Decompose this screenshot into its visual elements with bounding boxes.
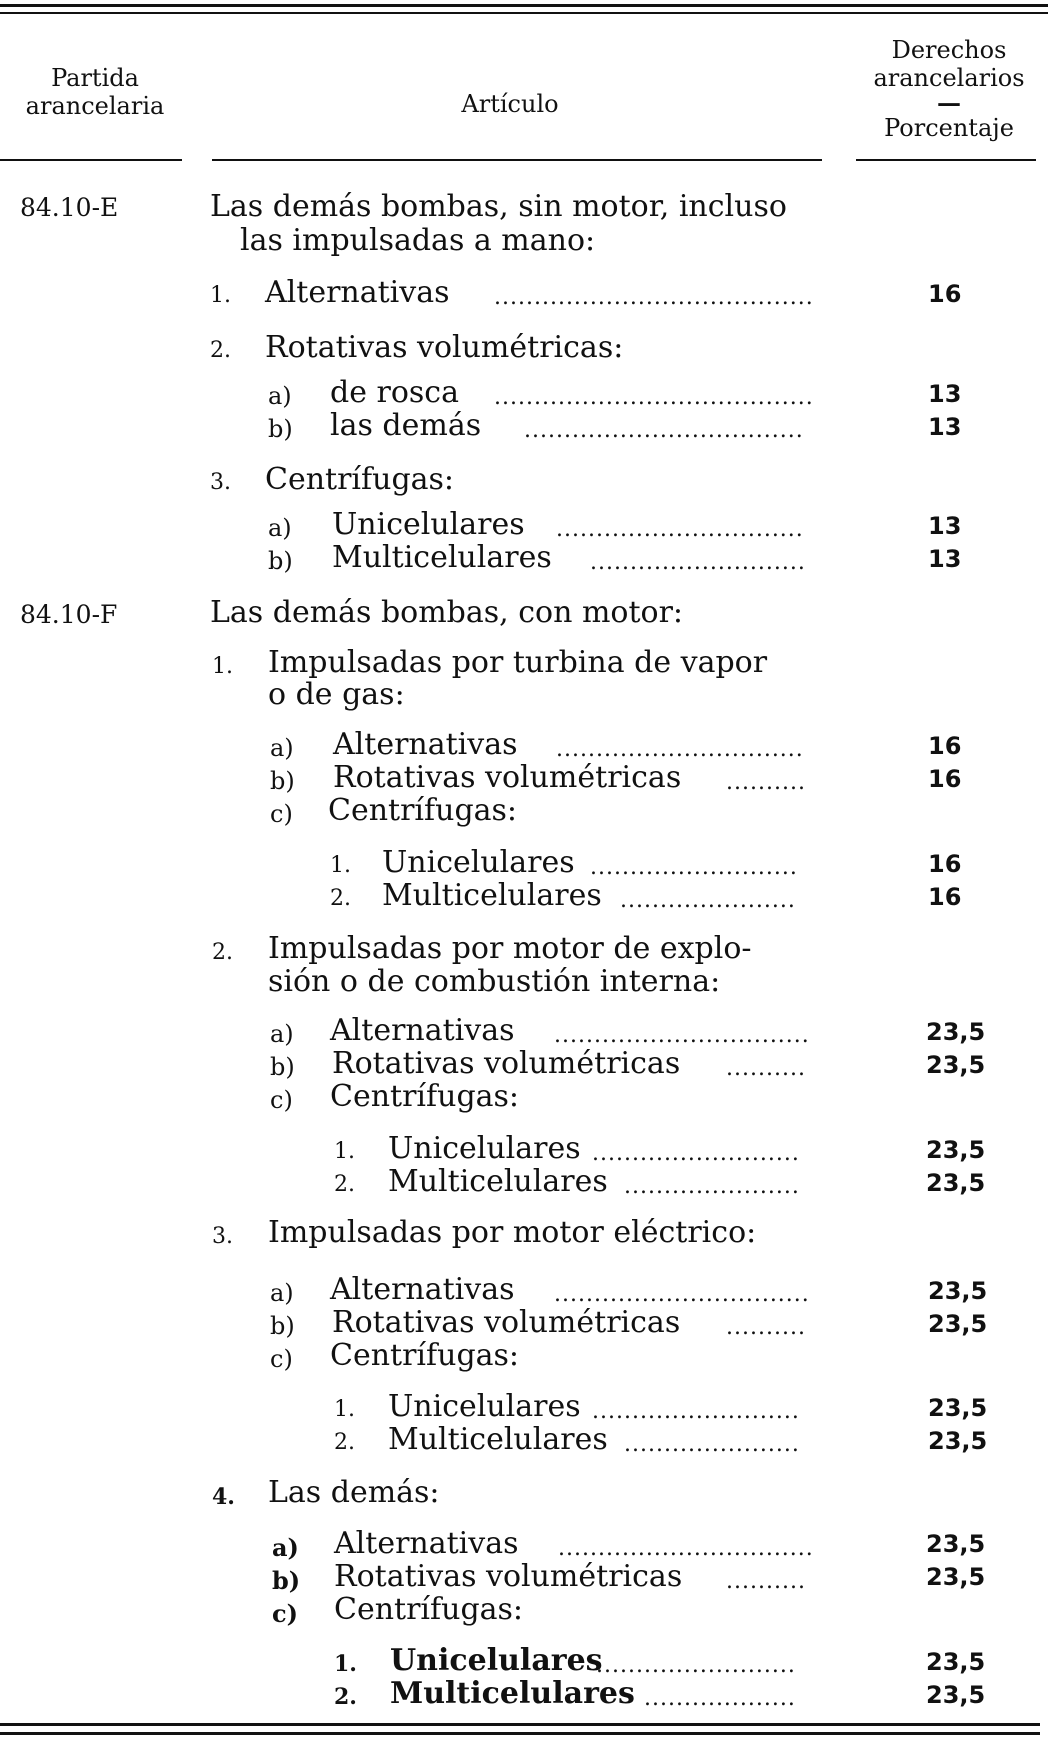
header-derechos-line1: Derechos [891, 36, 1007, 64]
row-text: Las demás bombas, con motor: [210, 595, 684, 630]
leader-dots: .......................... [590, 855, 798, 880]
leader-dots: ................................ [558, 1536, 814, 1561]
tariff-code: 84.10-E [20, 193, 119, 222]
row-marker: c) [270, 1345, 293, 1373]
row-value: 23,5 [926, 1563, 986, 1591]
row-text: Alternativas [330, 1013, 515, 1048]
row-marker: 1. [212, 654, 233, 679]
row-value: 23,5 [926, 1530, 986, 1558]
row-marker: 2. [334, 1684, 357, 1710]
row-text: o de gas: [268, 677, 405, 712]
row-marker: b) [270, 1053, 295, 1081]
row-marker: 1. [330, 853, 351, 878]
row-marker: 4. [212, 1484, 235, 1510]
top-rule-1 [0, 4, 1048, 7]
header-articulo [440, 90, 580, 118]
row-value: 23,5 [926, 1648, 986, 1676]
row-marker: 2. [334, 1172, 355, 1197]
row-text: Multicelulares [390, 1676, 635, 1711]
leader-dots: .......... [726, 770, 806, 795]
row-text: Multicelulares [382, 878, 602, 913]
row-value: 23,5 [926, 1051, 986, 1079]
row-marker: 2. [212, 940, 233, 965]
header-rule-partida [0, 159, 182, 161]
row-text: Alternativas [330, 1272, 515, 1307]
leader-dots: ................... [644, 1686, 796, 1711]
row-text: Rotativas volumétricas: [265, 330, 624, 365]
row-text: Centrífugas: [328, 793, 518, 828]
header-partida-line1: Partida [51, 64, 139, 92]
row-text: sión o de combustión interna: [268, 964, 721, 999]
row-marker: c) [272, 1599, 298, 1628]
row-text: Unicelulares [388, 1389, 581, 1424]
row-marker: b) [268, 415, 293, 443]
row-value: 23,5 [928, 1427, 988, 1455]
header-derechos-line3: Porcentaje [884, 114, 1014, 142]
row-value: 13 [928, 512, 962, 540]
header-derechos-dash: — [937, 88, 961, 117]
row-text: Centrífugas: [330, 1079, 520, 1114]
row-text: de rosca [330, 375, 459, 410]
row-marker: 3. [210, 470, 231, 495]
leader-dots: .......... [726, 1315, 806, 1340]
leader-dots: ................................... [524, 418, 804, 443]
row-marker: b) [272, 1566, 301, 1595]
row-value: 16 [928, 280, 962, 308]
leader-dots: ........................................ [494, 385, 814, 410]
row-marker: b) [270, 767, 295, 795]
row-marker: 3. [212, 1224, 233, 1249]
row-marker: 2. [330, 886, 351, 911]
leader-dots: .......................... [592, 1399, 800, 1424]
row-value: 16 [928, 850, 962, 878]
row-marker: 2. [210, 338, 231, 363]
leader-dots: ...................... [620, 888, 796, 913]
row-marker: a) [268, 514, 292, 542]
row-value: 23,5 [926, 1136, 986, 1164]
row-marker: 1. [210, 283, 231, 308]
row-value: 16 [928, 732, 962, 760]
row-marker: 1. [334, 1139, 355, 1164]
leader-dots: ........................................ [494, 285, 814, 310]
row-value: 16 [928, 883, 962, 911]
header-partida-line2: arancelaria [25, 92, 165, 120]
leader-dots: .......... [726, 1569, 806, 1594]
row-text: Alternativas [333, 727, 518, 762]
bottom-rule-2 [0, 1732, 1040, 1735]
row-text: Alternativas [265, 275, 450, 310]
row-text: Alternativas [334, 1526, 519, 1561]
row-marker: 2. [334, 1430, 355, 1455]
row-text: Multicelulares [388, 1422, 608, 1457]
row-marker: a) [272, 1533, 299, 1562]
top-rule-2 [0, 12, 1048, 14]
row-text: Centrífugas: [265, 462, 455, 497]
row-text: Impulsadas por turbina de vapor [268, 645, 768, 680]
row-text: las impulsadas a mano: [240, 223, 596, 258]
row-text: Centrífugas: [330, 1338, 520, 1373]
row-value: 13 [928, 380, 962, 408]
header-derechos [862, 36, 1036, 142]
row-text: Unicelulares [388, 1131, 581, 1166]
bottom-rule-1 [0, 1723, 1040, 1726]
row-text: Impulsadas por motor de explo- [268, 931, 752, 966]
header-partida [20, 64, 170, 120]
row-marker: b) [268, 547, 293, 575]
leader-dots: ............................... [556, 517, 804, 542]
row-marker: a) [270, 1020, 294, 1048]
row-text: Rotativas volumétricas [334, 1559, 683, 1594]
row-value: 23,5 [926, 1169, 986, 1197]
row-value: 13 [928, 413, 962, 441]
row-text: Multicelulares [388, 1164, 608, 1199]
row-marker: b) [270, 1312, 295, 1340]
row-value: 13 [928, 545, 962, 573]
row-marker: a) [270, 734, 294, 762]
row-value: 16 [928, 765, 962, 793]
row-marker: c) [270, 800, 293, 828]
row-text: Las demás bombas, sin motor, incluso [210, 189, 787, 224]
row-marker: 1. [334, 1651, 357, 1677]
row-text: Unicelulares [390, 1643, 603, 1678]
leader-dots: ...................... [624, 1432, 800, 1457]
row-value: 23,5 [928, 1310, 988, 1338]
row-marker: a) [268, 382, 292, 410]
tariff-code: 84.10-F [20, 600, 118, 629]
row-text: Multicelulares [332, 540, 552, 575]
leader-dots: .......... [726, 1056, 806, 1081]
row-text: Rotativas volumétricas [332, 1305, 681, 1340]
header-rule-derechos [856, 159, 1036, 161]
leader-dots: ........................... [590, 550, 806, 575]
row-text: Unicelulares [382, 845, 575, 880]
row-marker: c) [270, 1086, 293, 1114]
row-text: Las demás: [268, 1475, 440, 1510]
leader-dots: ................................ [554, 1282, 810, 1307]
leader-dots: ...................... [624, 1174, 800, 1199]
row-marker: 1. [334, 1397, 355, 1422]
header-rule-articulo [212, 159, 822, 161]
leader-dots: ......................... [596, 1653, 796, 1678]
row-value: 23,5 [928, 1277, 988, 1305]
row-value: 23,5 [926, 1018, 986, 1046]
row-text: las demás [330, 408, 482, 443]
leader-dots: ............................... [556, 737, 804, 762]
row-text: Rotativas volumétricas [332, 1046, 681, 1081]
leader-dots: .......................... [592, 1141, 800, 1166]
row-value: 23,5 [928, 1394, 988, 1422]
row-text: Unicelulares [332, 507, 525, 542]
row-text: Impulsadas por motor eléctrico: [268, 1215, 757, 1250]
row-text: Centrífugas: [334, 1592, 524, 1627]
row-marker: a) [270, 1279, 294, 1307]
header-articulo-label: Artículo [461, 90, 559, 118]
header-derechos-line2: arancelarios [873, 64, 1025, 92]
leader-dots: ................................ [554, 1023, 810, 1048]
row-value: 23,5 [926, 1681, 986, 1709]
row-text: Rotativas volumétricas [333, 760, 682, 795]
